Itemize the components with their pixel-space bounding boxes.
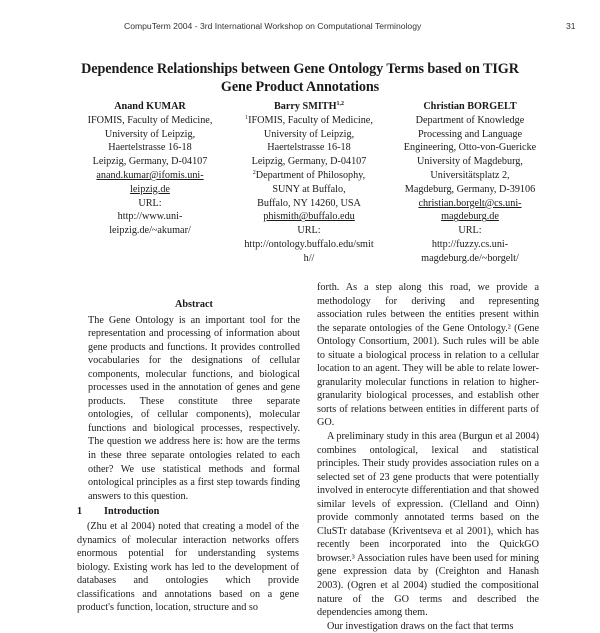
url-line: magdeburg.de/~borgelt/ [421,252,519,264]
author-name-text: Barry SMITH [273,101,337,112]
affiliation-line: Universitätsplatz 2, [430,169,510,181]
affiliation-line: Engineering, Otto-von-Guericke [403,142,537,154]
affiliation-line: SUNY at Buffalo, [272,183,346,195]
abstract-heading: Abstract [175,299,213,310]
url-line: http://ontology.buffalo.edu/smit [244,238,374,250]
paragraph: A preliminary study in this area (Burgun et al 2004) combines ontological, lexical and statistical principles. Their study provides association rules on a selected set of 23 gene products that were potentially involved in enterocyte differentiation and that showed similar levels of expression. (Clelland and Oinn) provide commonly annotated terms based on the CluSTr database (Kriventseva et al 2001), which has recently been incorporated into the QuickGO browser.³ Association rules have been used for mining gene expression data by (Creighton and Hanash 2003). (Ogren et al 2004) studied the compositional nature of the GO terms and described the dependencies among them. [317,431,539,619]
author-block-borgelt [380,100,560,266]
affiliation-superscript: 1,2 [336,101,345,107]
affiliation-line: Haertelstrasse 16-18 [267,142,351,154]
affiliation-text: Department of Philosophy, [255,169,366,181]
affiliation-text: IFOMIS, Faculty of Medicine, [248,114,373,126]
affiliation-line: Leipzig, Germany, D-04107 [251,156,367,168]
affiliation-line: University of Magdeburg, [417,156,523,168]
author-name [224,100,394,114]
affiliation-line [224,169,394,183]
page-number: 31 [566,21,576,31]
affiliation-line [224,114,394,128]
email-line[interactable]: leipzig.de [130,183,170,195]
title-line-2: Gene Product Annotations [220,79,380,95]
url-line: http://fuzzy.cs.uni- [431,238,509,250]
email-line[interactable]: magdeburg.de [441,211,499,223]
paragraph: Our investigation draws on the fact that terms [327,620,514,632]
affiliation-line: Processing and Language [417,128,523,140]
right-column [317,281,539,633]
email-link[interactable] [380,197,560,225]
paper-title [60,60,540,96]
introduction-body [77,520,299,615]
affiliation-superscript: 2 [252,169,256,176]
url-line: h// [303,252,315,264]
email-link[interactable]: phismith@buffalo.edu [263,211,355,223]
author-name: Christian BORGELT [423,101,517,112]
paragraph: (Zhu et al 2004) noted that creating a model of the dynamics of molecular interaction networks offers enormous potential for understanding systems biology. Existing work has led to the development of databases and ontologies which provide classifications and annotations based on a gene product's function, location, structure and so [77,521,299,614]
section-title: Introduction [104,506,160,517]
email-link[interactable] [62,169,238,197]
affiliation-line: University of Leipzig, [263,128,355,140]
affiliation-line: IFOMIS, Faculty of Medicine, [87,114,213,126]
affiliation-superscript: 1 [245,114,249,121]
url-label: URL: [138,197,162,209]
affiliation-line: Magdeburg, Germany, D-39106 [404,183,536,195]
url-label: URL: [458,225,482,237]
url-label: URL: [297,225,321,237]
affiliation-line: Department of Knowledge [415,114,525,126]
url-line: http://www.uni- [117,211,183,223]
affiliation-line: Leipzig, Germany, D-04107 [92,156,208,168]
author-block-smith [224,100,394,266]
affiliation-line: Buffalo, NY 14260, USA [257,197,361,209]
abstract-section [88,298,300,503]
abstract-text: The Gene Ontology is an important tool for the representation and processing of information about gene products and functions. It provides controlled vocabularies for the designations of cellular components, molecular functions, and biological processes used in the annotation of genes and gene products. These constitute three separate ontologies, of cellular components), molecular functions and biological processes, respectively. The question we address here is: how are the terms in these three separate ontologies related to each other? We use statistical methods and formal ontological principles as a first step towards finding answers to this question. [88,314,300,502]
affiliation-line: University of Leipzig, [104,128,196,140]
author-block-kumar [62,100,238,238]
title-line-1: Dependence Relationships between Gene Ontology Terms based on TIGR [81,61,519,77]
url-line: leipzig.de/~akumar/ [109,225,191,237]
section-heading-introduction [77,506,159,517]
author-name: Anand KUMAR [114,101,186,112]
email-line[interactable]: anand.kumar@ifomis.uni- [96,169,204,181]
affiliation-line: Haertelstrasse 16-18 [108,142,192,154]
conference-name: CompuTerm 2004 - 3rd International Workshop on Computational Terminology [124,21,422,31]
email-line[interactable]: christian.borgelt@cs.uni- [418,197,522,209]
section-number: 1 [77,506,83,517]
paragraph: forth. As a step along this road, we provide a methodology for deriving and representing association rules between the entities present within the separate ontologies of the Gene Ontology.² (Gene Ontology Consortium, 2001). Such rules will be able to situate a biological process in relation to a cellular location to an agent. They will be able to relate lower-granularity molecular functions in relation to higher-granularity biological processes, and establish other sorts of relations between entities in different parts of GO. [317,282,539,429]
